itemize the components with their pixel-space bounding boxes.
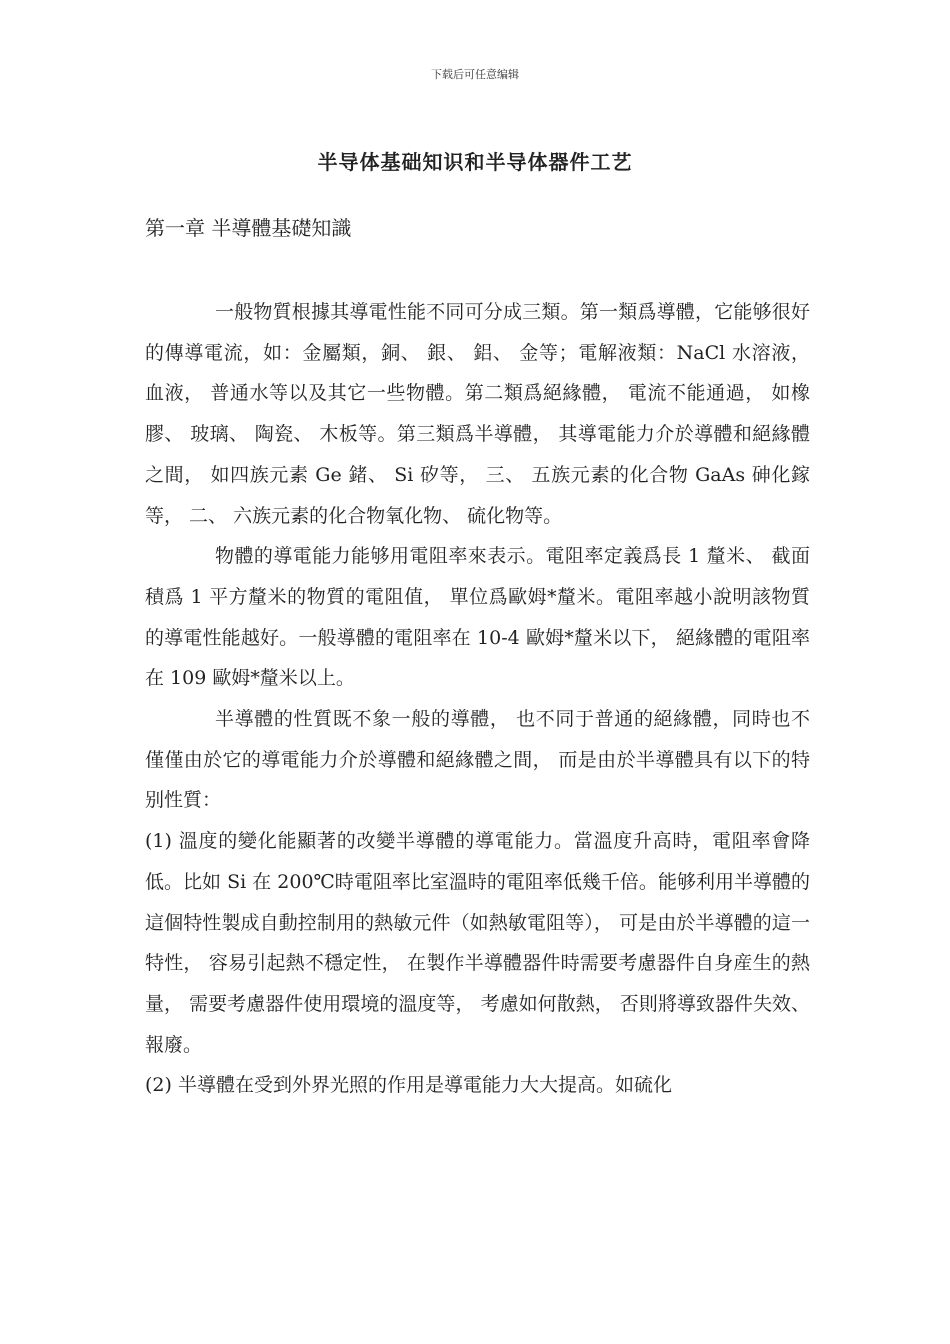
paragraph-material-classes: 一般物質根據其導電性能不同可分成三類。第一類爲導體，它能够很好的傳導電流，如：金屬類，銅、 銀、 鋁、 金等；電解液類：NaCl 水溶液， 血液， 普通水等以及其它一些物體。第二類爲絕緣體， 電流不能通過， 如橡膠、 玻璃、 陶瓷、 木板等。第三類爲半導體， 其導電能力介於導體和絕緣體之間， 如四族元素 Ge 鍺、 Si 矽等， 三、 五族元素的化合物 GaAs 砷化鎵等， 二、 六族元素的化合物氧化物、 硫化物等。 xyxy=(145,301,810,527)
paragraph-property-2-light: (2) 半導體在受到外界光照的作用是導電能力大大提高。如硫化 xyxy=(145,1074,672,1097)
paragraph-semiconductor-properties: 半導體的性質既不象一般的導體， 也不同于普通的絕緣體，同時也不僅僅由於它的導電能力介於導體和絕緣體之間， 而是由於半導體具有以下的特别性質： xyxy=(145,708,810,812)
paragraph-property-1-temperature: (1) 溫度的變化能顯著的改變半導體的導電能力。當溫度升高時，電阻率會降低。比如 Si 在 200℃時電阻率比室溫時的電阻率低幾千倍。能够利用半導體的這個特性製成自動控制用的熱敏元件（如熱敏電阻等）， 可是由於半導體的這一特性， 容易引起熱不穩定性， 在製作半導體器件時需要考慮器件自身産生的熱量， 需要考慮器件使用環境的溫度等， 考慮如何散熱， 否則將導致器件失效、 報廢。 xyxy=(145,830,810,1056)
body-text xyxy=(145,292,810,1106)
document-title: 半导体基础知识和半导体器件工艺 xyxy=(317,150,633,174)
header-note: 下载后可任意编辑 xyxy=(431,68,519,81)
chapter-heading: 第一章 半導體基礎知識 xyxy=(145,216,352,240)
paragraph-resistivity: 物體的導電能力能够用電阻率來表示。電阻率定義爲長 1 釐米、 截面積爲 1 平方釐米的物質的電阻值， 單位爲歐姆*釐米。電阻率越小說明該物質的導電性能越好。一般導體的電阻率在 10-4 歐姆*釐米以下， 絕緣體的電阻率在 109 歐姆*釐米以上。 xyxy=(145,545,810,690)
